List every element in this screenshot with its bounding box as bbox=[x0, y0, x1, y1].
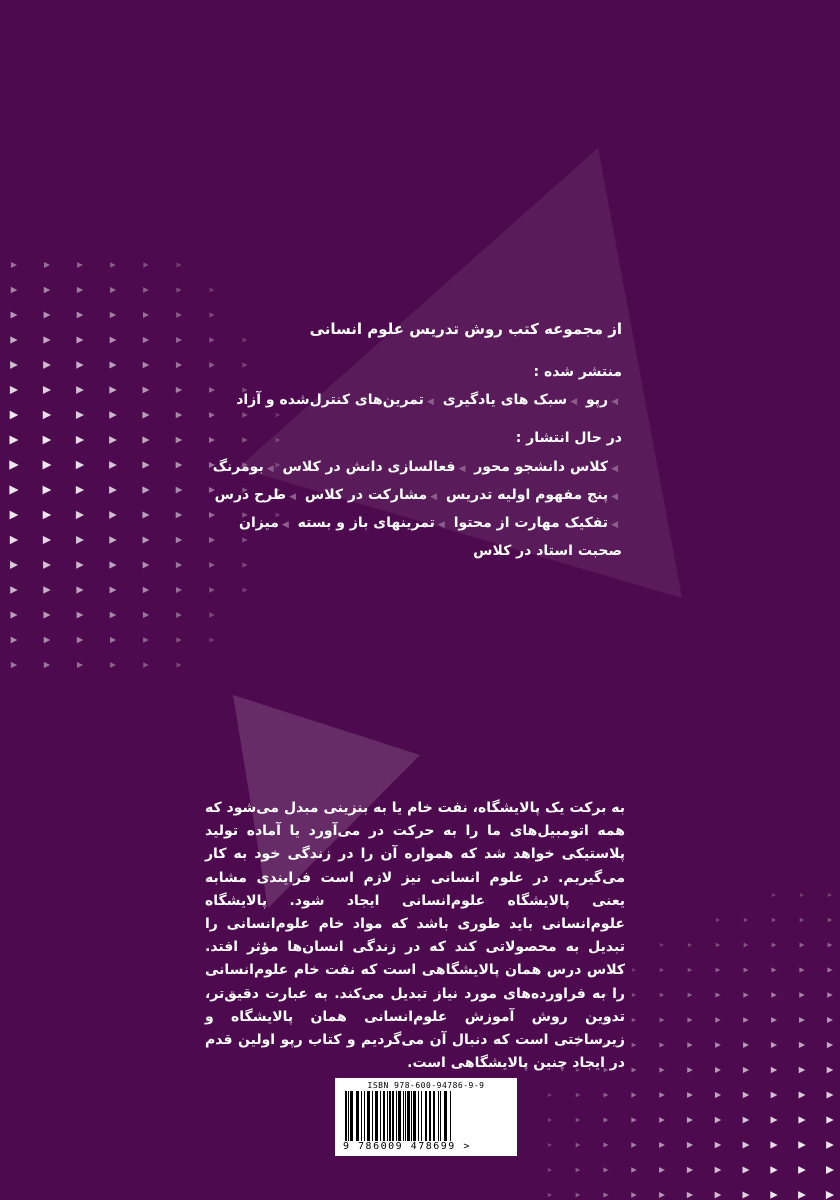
publishing-list bbox=[202, 454, 622, 564]
barcode-digits: 9 786009 478699 > bbox=[343, 1141, 471, 1152]
publishing-item: فعالسازی دانش در کلاس bbox=[282, 459, 456, 475]
publishing-item: پنج مفهوم اولیه تدریس bbox=[445, 487, 609, 503]
publishing-item: تفکیک مهارت از محتوا bbox=[453, 515, 609, 531]
publishing-item: مشارکت در کلاس bbox=[304, 487, 428, 503]
bullet-icon: ◀ bbox=[437, 520, 445, 530]
series-title: از مجموعه کتب روش تدریس علوم انسانی bbox=[309, 320, 622, 338]
bullet-icon: ◀ bbox=[611, 464, 618, 474]
bullet-icon: ◀ bbox=[570, 397, 578, 407]
published-list bbox=[202, 387, 622, 415]
bullet-icon: ◀ bbox=[430, 492, 438, 502]
publishing-label: در حال انتشار : bbox=[515, 430, 622, 446]
publishing-item: طرح درس bbox=[214, 487, 287, 503]
barcode-bars bbox=[341, 1091, 511, 1141]
blurb-paragraph: به برکت یک پالایشگاه، نفت خام یا به بنزینی مبدل می‌شود که همه اتومبیل‌های ما را به حرکت در می‌آورد یا آماده تولید پلاستیکی خواهد شد که همواره آن را در زندگی خود به کار می‌گیریم. در علوم انسانی نیز لازم است فرایندی مشابه یعنی پالایشگاه علوم‌انسانی ایجاد شود. پالایشگاه علوم‌انسانی باید طوری باشد که مواد خام علوم‌انسانی را تبدیل به محصولاتی کند که در زندگی انسان‌ها مؤثر افتد. کلاس درس همان پالایشگاهی است که نفت خام علوم‌انسانی را به فراورده‌های مورد نیاز تبدیل می‌کند. به عبارت دقیق‌تر، تدوین روش آموزش علوم‌انسانی همان پالایشگاه و زیرساختی است که دنبال آن می‌گردیم و کتاب رپو اولین قدم در ایجاد چنین پالایشگاهی است. bbox=[205, 800, 625, 1072]
bullet-icon: ◀ bbox=[426, 397, 434, 407]
bullet-icon: ◀ bbox=[611, 492, 618, 502]
bullet-icon: ◀ bbox=[458, 464, 466, 474]
isbn-barcode bbox=[335, 1078, 517, 1156]
publishing-item: کلاس دانشجو محور bbox=[474, 459, 609, 475]
publishing-item: میزان صحبت استاد در کلاس bbox=[239, 515, 622, 559]
bullet-icon: ◀ bbox=[281, 520, 289, 530]
published-item: رپو bbox=[585, 392, 609, 408]
bullet-icon: ◀ bbox=[289, 492, 296, 502]
isbn-label: ISBN 978-600-94786-9-9 bbox=[367, 1081, 485, 1090]
publishing-item: بومرنگ bbox=[212, 459, 264, 475]
bullet-icon: ◀ bbox=[611, 397, 618, 407]
published-label: منتشر شده : bbox=[533, 364, 622, 380]
published-item: تمرین‌های کنترل‌شده و آزاد bbox=[236, 392, 424, 408]
publishing-item: تمرینهای باز و بسته bbox=[297, 515, 435, 531]
bullet-icon: ◀ bbox=[266, 464, 274, 474]
published-item: سبک های یادگیری bbox=[442, 392, 568, 408]
bullet-icon: ◀ bbox=[611, 520, 618, 530]
